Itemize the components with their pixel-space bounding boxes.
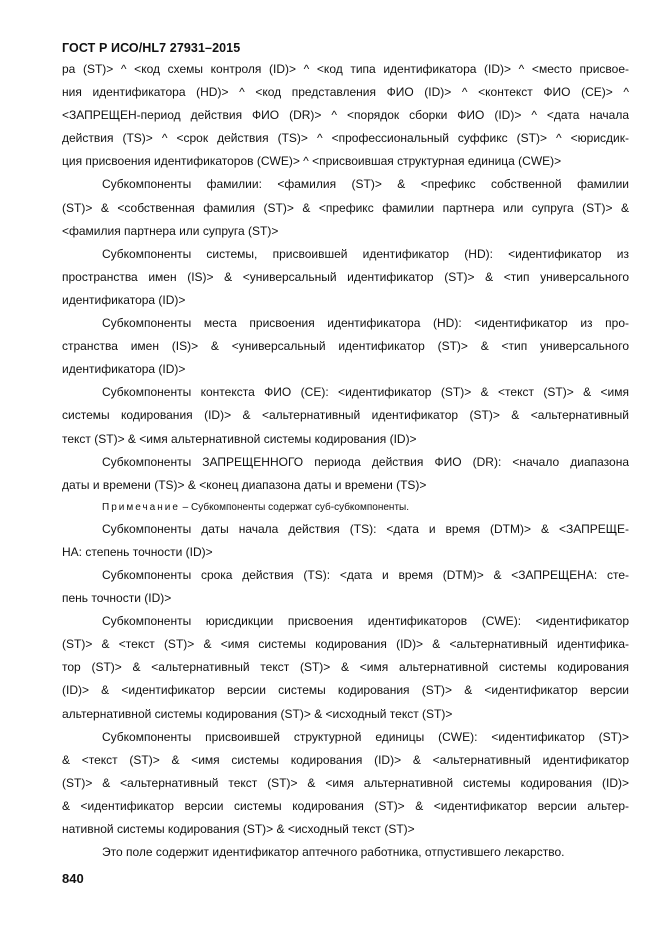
text-line: действия (TS)> ^ <срок действия (TS)> ^ <профессиональный суффикс (ST)> ^ <юрисдик-: [62, 131, 629, 146]
text-line: системы кодирования (ID)> & <альтернативный идентификатор (ST)> & <альтернативный: [62, 408, 629, 423]
note-text: – Субкомпоненты содержат суб-субкомпоненты.: [179, 501, 409, 513]
document-header: ГОСТ Р ИСО/HL7 27931–2015: [62, 41, 241, 55]
text-line: <фамилия партнера или супруга (ST)>: [62, 223, 279, 238]
text-line: & <идентификатор версии системы кодирования (ST)> & <идентификатор версии альтер-: [62, 798, 629, 813]
text-line: (ST)> & <альтернативный текст (ST)> & <имя альтернативной системы кодирования (ID)>: [62, 775, 629, 790]
text-line: (ST)> & <собственная фамилия (ST)> & <префикс фамилии партнера или супруга (ST)> &: [62, 200, 629, 215]
text-line: идентификатора (ID)>: [62, 362, 186, 377]
document-body: [62, 58, 629, 864]
text-line: пень точности (ID)>: [62, 591, 172, 606]
text-line: ра (ST)> ^ <код схемы контроля (ID)> ^ <код типа идентификатора (ID)> ^ <место присвое-: [62, 62, 629, 76]
text-line: Субкомпоненты фамилии: <фамилия (ST)> & <префикс собственной фамилии: [102, 177, 629, 192]
page-number: 840: [62, 871, 84, 886]
note: [62, 497, 629, 518]
text-line: Это поле содержит идентификатор аптечного работника, отпустившего лекарство.: [102, 845, 565, 860]
text-line: тор (ST)> & <альтернативный текст (ST)> & <имя альтернативной системы кодирования: [62, 660, 629, 675]
text-line: Субкомпоненты юрисдикции присвоения идентификаторов (CWE): <идентификатор: [102, 614, 629, 629]
text-line: альтернативной системы кодирования (ST)> & <исходный текст (ST)>: [62, 706, 453, 721]
text-line: даты и времени (TS)> & <конец диапазона даты и времени (TS)>: [62, 477, 427, 492]
text-line: странства имен (IS)> & <универсальный идентификатор (ST)> & <тип универсального: [62, 339, 629, 354]
text-line: ция присвоения идентификаторов (CWE)> ^ <присвоившая структурная единица (CWE)>: [62, 154, 562, 169]
note-label: Примечание: [102, 501, 180, 513]
text-line: пространства имен (IS)> & <универсальный идентификатор (ST)> & <тип универсального: [62, 269, 629, 284]
text-line: Субкомпоненты системы, присвоившей идентификатор (HD): <идентификатор из: [102, 246, 629, 261]
text-line: идентификатора (ID)>: [62, 292, 186, 307]
text-line: ния идентификатора (HD)> ^ <код представления ФИО (ID)> ^ <контекст ФИО (CE)> ^: [62, 85, 629, 100]
text-line: <ЗАПРЕЩЕН-период действия ФИО (DR)> ^ <порядок сборки ФИО (ID)> ^ <дата начала: [62, 108, 629, 123]
text-line: Субкомпоненты места присвоения идентификатора (HD): <идентификатор из про-: [102, 316, 629, 331]
text-line: НА: степень точности (ID)>: [62, 544, 213, 559]
text-line: Субкомпоненты контекста ФИО (CE): <идентификатор (ST)> & <текст (ST)> & <имя: [102, 385, 629, 400]
text-line: нативной системы кодирования (ST)> & <исходный текст (ST)>: [62, 822, 415, 836]
text-line: (ST)> & <текст (ST)> & <имя системы кодирования (ID)> & <альтернативный идентифика-: [62, 637, 629, 652]
text-line: Субкомпоненты присвоившей структурной единицы (CWE): <идентификатор (ST)>: [102, 729, 629, 744]
text-line: & <текст (ST)> & <имя системы кодирования (ID)> & <альтернативный идентификатор: [62, 752, 629, 767]
text-line: Субкомпоненты даты начала действия (TS): <дата и время (DTM)> & <ЗАПРЕЩЕ-: [102, 521, 629, 536]
text-line: Субкомпоненты срока действия (TS): <дата и время (DTM)> & <ЗАПРЕЩЕНА: сте-: [102, 567, 629, 582]
text-line: Субкомпоненты ЗАПРЕЩЕННОГО периода действия ФИО (DR): <начало диапазона: [102, 454, 629, 469]
text-line: (ID)> & <идентификатор версии системы кодирования (ST)> & <идентификатор версии: [62, 683, 629, 698]
text-line: текст (ST)> & <имя альтернативной системы кодирования (ID)>: [62, 431, 417, 446]
